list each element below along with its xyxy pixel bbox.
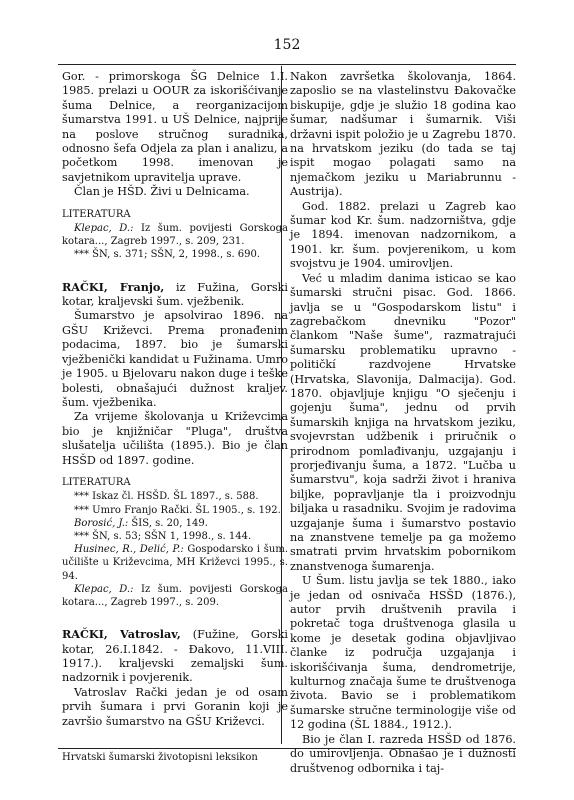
entry-name: RAČKI, Vatroslav, bbox=[62, 627, 181, 642]
footer-title: Hrvatski šumarski životopisni leksikon bbox=[62, 752, 258, 763]
entry-headline: (Fužine, Gorski kotar, 26.I.1842. - Đakovo, 11.VIII. 1917.). kraljevski zemaljski šum. nadzornik i povjerenik. bbox=[62, 628, 288, 685]
entry-paragraph: Nakon završetka školovanja, 1864. zaposlio se na vlastelinstvu Đakovačke biskupije, gdje je služio 18 godina kao šumar, nadšumar i šumarnik. Viši državni ispit položio je u Zagrebu 1870. na hrvatskom jeziku (do tada se taj ispit mogao polagati samo na njemačkom jeziku u Mariabrunnu - Austrija). bbox=[290, 70, 516, 199]
membership-paragraph: Član je HŠD. Živi u Delnicama. bbox=[74, 185, 250, 199]
literature-item: *** Umro Franjo Rački. ŠL 1905., s. 192. bbox=[74, 504, 281, 516]
entry-paragraph: Za vrijeme školovanja u Križevcima bio je knjižničar "Pluga", društva slušatelja učilišta (1895.). Bio je član HSŠD od 1897. godine. bbox=[62, 410, 288, 467]
entry-vatroslav-racki bbox=[62, 627, 288, 729]
literature-item: *** ŠN, s. 371; SŠN, 2, 1998., s. 690. bbox=[74, 249, 261, 261]
literature-item: *** Iskaz čl. HSŠD. ŠL 1897., s. 588. bbox=[74, 491, 259, 503]
literature-item: *** ŠN, s. 53; SŠN 1, 1998., s. 144. bbox=[74, 530, 252, 542]
entry-paragraph: Bio je član I. razreda HSŠD od 1876. do umirovljenja. Obnašao je i dužnosti društvenog odbornika i taj- bbox=[290, 732, 516, 775]
column-divider bbox=[281, 66, 282, 744]
entry-paragraph: God. 1882. prelazi u Zagreb kao šumar kod Kr. šum. nadzorništva, gdje je 1894. imenovan nadzornikom, a 1901. kr. šum. povjerenikom, u kom svojstvu je 1904. umirovljen. bbox=[290, 199, 516, 271]
entry-headline: iz Fužina, Gorski kotar, kraljevski šum. vježbenik. bbox=[62, 280, 288, 309]
literature-text: Iz šum. povijesti Gorskoga kotara..., Zagreb 1997., s. 209, 231. bbox=[62, 223, 288, 248]
literature-text: Gospodarsko i šum. učilište u Križevcima, MH Križevci 1995., s. 94. bbox=[62, 544, 288, 582]
header-rule bbox=[58, 64, 516, 65]
intro-paragraph: Gor. - primorskoga ŠG Delnice 1.I. 1985. prelazi u OOUR za iskorišćivanje šuma Delnice, a reorganizacijom šumarstva 1991. u UŠ Delnice, najprije na poslove stručnog suradnika, odnosno šefa Odjela za plan i analizu, a početkom 1998. imenovan je savjetnikom upravitelja uprave. bbox=[62, 70, 288, 184]
literature-item bbox=[62, 543, 288, 583]
entry-franjo-racki bbox=[62, 280, 288, 468]
entry-paragraph: Već u mladim danima isticao se kao šumarski stručni pisac. God. 1866. javlja se u "Gospodarskom listu" i zagrebačkom dnevniku "Pozor" člankom "Naše šume", razmatrajući šumarsku problematiku upravno - političkí razdvojene Hrvatske (Hrvatska, Slavonija, Dalmacija). God. 1870. objavljuje knjigu "O sječenju i gojenju šuma", jednu od prvih šumarskih knjiga na hrvatskom jeziku, svojevrstan udžbenik i priručnik o prirodnom pomlađivanju, uzgajanju i prorjeđivanju šuma, a 1872. "Lučba u šumarstvu", koja sadrži život i hraniva biljke, popravljanje tla i proizvodnju biljaka u rasadniku. Svojim je radovima uzgajanje šuma i šumarstvo postavio na znanstvene temelje pa ga možemo smatrati prvim hrvatskim pobornikom znanstvenoga šumarenja. bbox=[290, 271, 516, 573]
literature-heading: LITERATURA bbox=[62, 476, 131, 488]
literature-text: ŠIS, s. 20, 149. bbox=[128, 517, 208, 529]
entry-paragraph: Šumarstvo je apsolvirao 1896. na GŠU Križevci. Prema pronađenim podacima, 1897. bio je šumarski vježbenički kandidat u Fužinama. Umro je 1905. u Bjelovaru nakon duge i teške bolesti, obnašajući dužnost kraljev. šum. vježbenika. bbox=[62, 309, 288, 409]
literature-author: Klepac, D.: bbox=[74, 223, 134, 235]
page-number: 152 bbox=[273, 37, 301, 53]
literature-author: Klepac, D.: bbox=[74, 583, 134, 595]
right-column bbox=[290, 70, 516, 776]
literature-item bbox=[62, 517, 288, 530]
literature-item bbox=[62, 583, 288, 609]
literature-author: Borosić, J.: bbox=[74, 517, 129, 529]
literature-heading: LITERATURA bbox=[62, 208, 131, 220]
literature-item bbox=[62, 222, 288, 248]
left-column bbox=[62, 70, 288, 729]
entry-paragraph: U Šum. listu javlja se tek 1880., iako je jedan od osnivača HSŠD (1876.), autor prvih društvenih pravila i pokretač toga društvenoga glasila u kome je desetak godina objavljivao članke iz područja uzgajanja i iskorišćivanja šuma, dendrometrije, kulturnog značaja šume te društvenoga života. Bavio se i problematikom šumarske stručne terminologije više od 12 godina (ŠL 1884., 1912.). bbox=[290, 574, 516, 732]
literature-text: Iz šum. povijesti Gorskoga kotara..., Zagreb 1997., s. 209. bbox=[62, 583, 288, 608]
footer-rule bbox=[58, 748, 516, 749]
literature-author: Husinec, R., Delić, P.: bbox=[74, 544, 184, 556]
entry-paragraph: Vatroslav Rački jedan je od osam prvih šumara i prvi Goranin koji je završio šumarstvo na GŠU Križevci. bbox=[62, 685, 288, 728]
entry-name: RAČKI, Franjo, bbox=[62, 279, 165, 294]
